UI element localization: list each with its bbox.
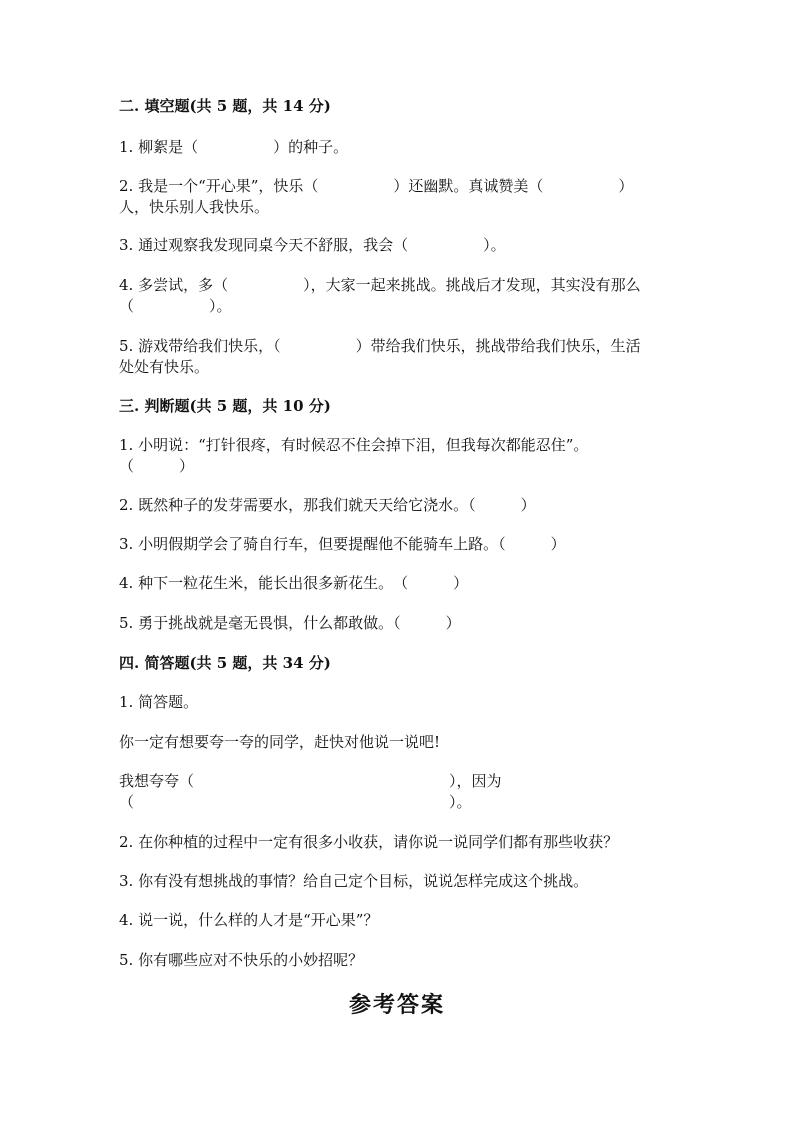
question-text: 5. 你有哪些应对不快乐的小妙招呢？ <box>119 951 364 969</box>
question-text: 你一定有想要夸一夸的同学，赶快对他说一说吧! <box>119 733 441 751</box>
question-text: 2. 在你种植的过程中一定有很多小收获，请你说一说同学们都有那些收获？ <box>119 833 619 851</box>
question-text: 1. 柳絮是（ ）的种子。 <box>119 138 349 156</box>
question-text: 我想夸夸（ ），因为 <box>119 772 502 790</box>
question-text: 4. 种下一粒花生米，能长出很多新花生。 （ ） <box>119 574 469 592</box>
section-heading-short-answer: 四. 简答题(共 5 题，共 34 分) <box>119 654 331 672</box>
question-text: 5. 游戏带给我们快乐，（ ）带给我们快乐，挑战带给我们快乐，生活 <box>119 337 641 355</box>
question-text: 1. 小明说：“打针很疼，有时候忍不住会掉下泪，但我每次都能忍住”。 <box>119 436 589 454</box>
section-heading-fill-blank: 二. 填空题(共 5 题，共 14 分) <box>119 97 331 115</box>
question-text: （ ）。 <box>119 297 232 315</box>
question-text: 3. 通过观察我发现同桌今天不舒服，我会（ ）。 <box>119 236 506 254</box>
question-text: 3. 小明假期学会了骑自行车，但要提醒他不能骑车上路。（ ） <box>119 535 566 553</box>
question-text: 1. 简答题。 <box>119 693 199 711</box>
answers-title: 参考答案 <box>348 992 445 1018</box>
question-text: 处处有快乐。 <box>119 358 210 376</box>
question-text: （ ） <box>119 457 195 475</box>
question-text: 人，快乐别人我快乐。 <box>119 198 270 216</box>
section-heading-true-false: 三. 判断题(共 5 题，共 10 分) <box>119 397 331 415</box>
question-text: 2. 既然种子的发芽需要水，那我们就天天给它浇水。（ ） <box>119 496 536 514</box>
question-text: 4. 多尝试，多（ ），大家一起来挑战。挑战后才发现，其实没有那么 <box>119 276 641 294</box>
question-text: 2. 我是一个“开心果”，快乐（ ）还幽默。真诚赞美（ ） <box>119 177 634 195</box>
question-text: 3. 你有没有想挑战的事情？给自己定个目标，说说怎样完成这个挑战。 <box>119 872 589 890</box>
question-text: （ ）。 <box>119 793 472 811</box>
question-text: 5. 勇于挑战就是毫无畏惧，什么都敢做。（ ） <box>119 614 461 632</box>
question-text: 4. 说一说，什么样的人才是“开心果”？ <box>119 911 379 929</box>
